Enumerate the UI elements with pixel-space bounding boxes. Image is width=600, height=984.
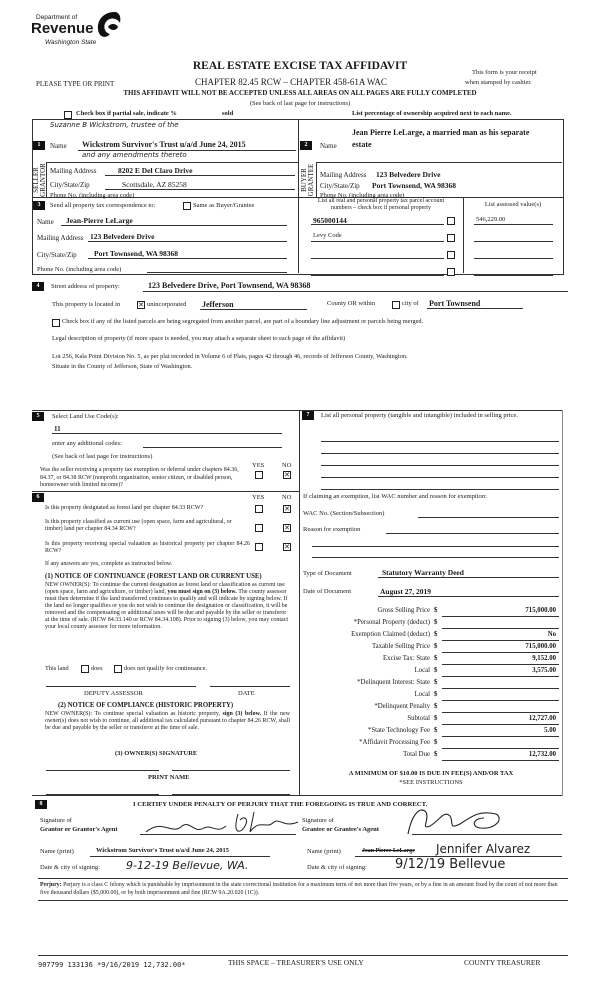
does-checkbox[interactable]	[81, 665, 89, 673]
divider	[46, 163, 47, 197]
notice1-title: (1) NOTICE OF CONTINUANCE (FOREST LAND OR CURRENT USE)	[45, 573, 262, 580]
owner-signature-label: (3) OWNER(S) SIGNATURE	[115, 750, 198, 757]
seller-name-label: Name	[50, 142, 67, 150]
currency-sign: $	[434, 643, 438, 650]
perjury-statement	[40, 881, 566, 897]
reason-line[interactable]	[312, 557, 559, 558]
logo-line1: Department of	[36, 14, 78, 21]
fee-value-field[interactable]: 12,732.00	[528, 751, 556, 758]
county-or-label: County OR within	[327, 300, 376, 307]
doc-type-field[interactable]: Statutory Warranty Deed	[382, 568, 464, 577]
please-type: PLEASE TYPE OR PRINT	[36, 80, 115, 88]
currency-sign: $	[434, 607, 438, 614]
chapter-line: CHAPTER 82.45 RCW – CHAPTER 458-61A WAC	[195, 77, 387, 87]
assessed-value-field[interactable]: 546,229.00	[476, 216, 506, 223]
personal-property-checkbox[interactable]	[447, 217, 455, 225]
divider	[38, 955, 568, 956]
currency-sign: $	[434, 703, 438, 710]
seller-phone-label: Phone No. (including area code)	[50, 192, 135, 199]
parcel-header-1: List all real and personal property tax parcel account	[317, 198, 445, 204]
line	[200, 309, 307, 310]
line	[442, 736, 559, 737]
assessor-date-line[interactable]	[210, 686, 290, 687]
divider	[38, 900, 568, 901]
currency-sign: $	[434, 727, 438, 734]
line	[143, 291, 568, 292]
side-label-2: GRANTOR	[39, 163, 47, 197]
yes-header: YES	[252, 462, 265, 469]
notice1-text-b: The county assessor must then determine if the land transferred continues to qualify and will indicate by signing below. If the land no longer qualifies or you do not wish to continue the designation or classification, it will be removed and the compensating or additional taxes will be due and payable by the seller or transferor at the time of sale. (RCW 84.33.140 or RCW 84.34.108). Prior to signing (3) below, you may contact your local county assessor for more information.	[45, 589, 289, 630]
reason-label: Reason for exemption	[303, 526, 361, 533]
notice1-text-a: NEW OWNER(S): To continue the current designation as forest land or classification as current use (open space, farm and agriculture, or timber) land,	[45, 582, 285, 595]
receipt-note-2: when stamped by cashier.	[465, 79, 532, 86]
city-of-label: city of	[402, 300, 419, 307]
warning: THIS AFFIDAVIT WILL NOT BE ACCEPTED UNLESS ALL AREAS ON ALL PAGES ARE FULLY COMPLETED	[123, 89, 477, 97]
if-yes-note: If any answers are yes, complete as instructed below.	[45, 561, 173, 567]
fee-value-field[interactable]: No	[547, 631, 556, 638]
s3-phone-field[interactable]	[147, 272, 287, 273]
levy-code-label: Levy Code	[313, 232, 342, 239]
fee-label: *State Technology Fee	[367, 727, 430, 734]
section-5-number: 5	[32, 412, 44, 421]
s3-mailing-field[interactable]: 123 Belvedere Drive	[90, 232, 155, 241]
deputy-assessor-signature-line[interactable]	[46, 686, 196, 687]
line	[427, 308, 523, 309]
grantee-name-handwritten[interactable]: Jennifer Alvarez	[436, 842, 531, 856]
line	[442, 724, 559, 725]
currency-sign: $	[434, 739, 438, 746]
fee-value-field[interactable]: 715,000.00	[525, 607, 556, 614]
buyer-city-field[interactable]: Port Townsend, WA 98368	[372, 181, 457, 190]
grantor-sig-label-1: Signature of	[40, 817, 72, 824]
notice1-text	[45, 582, 290, 631]
parcel-number-field[interactable]: 965000144	[313, 216, 347, 225]
line	[442, 628, 559, 629]
seller-city-field[interactable]: Scottsdale, AZ 85258	[122, 180, 187, 189]
divider	[298, 197, 299, 273]
same-as-buyer-label: Same as Buyer/Grantee	[193, 202, 255, 209]
s3-phone-label: Phone No. (including area code)	[37, 266, 122, 273]
fee-label: Total Due	[403, 751, 430, 758]
line	[442, 712, 559, 713]
notice2-text-b: If the new owner(s) does not wish to continue, all additional tax calculated pursuant to chapter 84.26 RCW, shall be due and payable by the seller or transferor at the time of sale.	[45, 711, 291, 731]
seller-city-label: City/State/Zip	[50, 181, 90, 189]
personal-property-label: List all personal property (tangible and intangible) included in selling price.	[321, 412, 518, 419]
grantor-date-city-label: Date & city of signing:	[40, 864, 100, 871]
grantee-sig-label-2: Grantee or Grantee's Agent	[302, 826, 379, 833]
section-4-number: 4	[32, 282, 44, 291]
currency-sign: $	[434, 619, 438, 626]
buyer-mailing-field[interactable]: 123 Belvedere Drive	[376, 170, 441, 179]
grantee-date-city-label: Date & city of signing:	[307, 864, 367, 871]
forest-land-question: Is this property designated as forest land per chapter 84.33 RCW?	[45, 505, 204, 511]
buyer-name-line1[interactable]: Jean Pierre LeLarge, a married man as his separate	[352, 128, 530, 137]
divider	[463, 197, 464, 273]
line	[88, 241, 287, 242]
logo-line3: Washington State	[45, 39, 97, 46]
fee-label: Local	[414, 667, 430, 674]
assessed-header: List assessed value(s)	[484, 201, 542, 208]
segregated-checkbox[interactable]	[52, 319, 60, 327]
doc-type-label: Type of Document	[303, 570, 352, 577]
personal-property-checkbox[interactable]	[447, 268, 455, 276]
fee-label: Local	[414, 691, 430, 698]
grantor-date-city-field[interactable]: 9-12-19 Bellevue, WA.	[126, 859, 249, 872]
legal-description-1[interactable]: Lot 256, Kala Point Division No. 5, as per plat recorded in Volume 6 of Plats, pages 42 through 46, records of Jefferson County, Washington.	[52, 353, 408, 360]
historic-no-checkbox[interactable]: ✕	[284, 543, 290, 551]
buyer-side-label	[301, 163, 315, 197]
line	[140, 834, 296, 835]
fee-value-field[interactable]: 5.00	[544, 727, 556, 734]
seller-mailing-field[interactable]: 8202 E Del Claro Drive	[118, 166, 193, 175]
buyer-mailing-label: Mailing Address	[320, 171, 367, 179]
line	[105, 189, 295, 190]
personal-property-line[interactable]	[321, 489, 559, 490]
currency-sign: $	[434, 679, 438, 686]
partial-sale-label: Check box if partial sale, indicate %	[76, 110, 177, 117]
s3-name-field[interactable]: Jean-Pierre LeLarge	[66, 216, 133, 225]
currency-sign: $	[434, 667, 438, 674]
divider	[298, 119, 299, 198]
forest-yes-checkbox[interactable]	[255, 505, 263, 513]
line	[474, 275, 553, 276]
personal-property-line[interactable]	[321, 465, 559, 466]
section-8-number: 8	[35, 800, 47, 809]
treasurer-stamp: 907799 133136 *9/16/2019 12,732.00*	[38, 961, 186, 969]
divider	[562, 410, 563, 796]
notice2-text	[45, 711, 290, 732]
historic-question: Is this property receiving special valuation as historical property per chapter 84.26 RCW?	[45, 541, 250, 554]
minimum-due-note: A MINIMUM OF $10.00 IS DUE IN FEE(S) AND/OR TAX	[348, 770, 514, 777]
s3-city-field[interactable]: Port Townsend, WA 98368	[94, 249, 179, 258]
side-label-2: GRANTEE	[307, 163, 315, 197]
buyer-name-line2[interactable]: estate	[352, 140, 372, 149]
line	[474, 224, 553, 225]
divider	[316, 163, 317, 197]
seller-side-label	[33, 163, 47, 197]
line	[311, 275, 444, 276]
fee-label: Excise Tax: State	[383, 655, 430, 662]
exemption-yes-checkbox[interactable]	[255, 471, 263, 479]
line	[442, 760, 559, 761]
partial-sale-sold: sold	[222, 110, 234, 117]
section-3-number: 3	[33, 201, 45, 210]
segregated-label: Check box if any of the listed parcels are being segregated from another parcel, are part of a boundary line adjustment or parcels being merged.	[62, 318, 424, 325]
forest-no-checkbox[interactable]: ✕	[284, 505, 290, 513]
current-use-question: Is this property classified as current use (open space, farm and agricultural, or timber) land per chapter 84.34 RCW?	[45, 519, 232, 532]
line	[442, 688, 559, 689]
logo-line2: Revenue	[31, 20, 94, 37]
partial-sale-checkbox[interactable]	[64, 111, 72, 119]
see-back-note: (See back of last page for instructions)	[52, 453, 153, 460]
does-not-label: does not qualify for continuance.	[124, 665, 208, 672]
treasurer-use-label: THIS SPACE – TREASURER'S USE ONLY	[228, 958, 364, 967]
line	[378, 577, 559, 578]
fee-label: Subtotal	[407, 715, 430, 722]
owner-signature-line[interactable]	[172, 770, 290, 771]
line	[442, 652, 559, 653]
line	[378, 596, 559, 597]
city-checkbox[interactable]	[392, 301, 400, 309]
see-instructions-note: *SEE INSTRUCTIONS	[399, 779, 463, 786]
line	[442, 700, 559, 701]
divider	[32, 795, 562, 796]
county-field[interactable]: Jefferson	[202, 300, 234, 309]
personal-property-line[interactable]	[321, 453, 559, 454]
exemption-no-checkbox[interactable]: ✕	[284, 471, 290, 479]
seller-name-handwritten-2: and any amendments thereto	[82, 151, 187, 159]
currency-sign: $	[434, 715, 438, 722]
reason-field[interactable]	[386, 533, 559, 534]
fee-value-field[interactable]: 12,727.00	[528, 715, 556, 722]
no-header: NO	[282, 494, 292, 501]
line	[442, 616, 559, 617]
seller-name-field[interactable]: Wickstrom Survivor's Trust u/a/d June 24, 2015	[82, 140, 246, 149]
line	[311, 224, 444, 225]
buyer-name-label: Name	[320, 142, 337, 150]
wac-label: WAC No. (Section/Subsection)	[303, 510, 385, 517]
perjury-label: Perjury:	[40, 882, 62, 888]
parcel-header-2: numbers – check box if personal property	[331, 205, 431, 211]
instructions-note: (See back of last page for instructions)	[249, 100, 351, 107]
fee-label: Exemption Claimed (deduct)	[351, 631, 430, 638]
yes-header: YES	[252, 494, 265, 501]
grantor-name-print-field[interactable]: Wickstrom Survivor's Trust u/a/d June 24, 2015	[96, 847, 229, 854]
fee-label: *Delinquent Penalty	[374, 703, 430, 710]
send-correspondence-label: Send all property tax correspondence to:	[50, 202, 156, 209]
legal-description-2[interactable]: Situate in the County of Jefferson, State of Washington.	[52, 363, 193, 370]
seller-mailing-label: Mailing Address	[50, 167, 97, 175]
line	[52, 433, 282, 434]
line	[442, 664, 559, 665]
grantee-name-print-label: Name (print)	[307, 848, 341, 855]
land-use-label: Select Land Use Code(s):	[52, 413, 119, 420]
certify-statement: I CERTIFY UNDER PENALTY OF PERJURY THAT THE FOREGOING IS TRUE AND CORRECT.	[133, 801, 428, 808]
does-label: does	[91, 665, 103, 672]
unincorporated-label: unincorporated	[147, 301, 187, 308]
personal-property-checkbox[interactable]	[447, 234, 455, 242]
print-name-line[interactable]	[46, 794, 159, 795]
doc-date-label: Date of Document	[303, 588, 352, 595]
does-not-checkbox[interactable]	[114, 665, 122, 673]
line	[311, 241, 444, 242]
side-label-1: SELLER	[32, 167, 40, 193]
street-label: Street address of property:	[51, 283, 120, 290]
grantee-date-city-field[interactable]: 9/12/19 Bellevue	[395, 857, 506, 872]
exemption-question: Was the seller receiving a property tax exemption or deferral under chapters 84.36, 84.37, or 84.38 RCW (nonprofit organization, senior citizen, or disabled person, homeowner with limited income)?	[40, 467, 239, 488]
fee-label: Gross Selling Price	[377, 607, 430, 614]
perjury-text: Perjury is a class C felony which is punishable by imprisonment in the state correctional institution for a maximum term of not more than five years, or by a fine in an amount fixed by the court of not more than five thousand dollars ($5,000.00), or by both imprisonment and fine (RCW 9A.20.020 (1C)).	[40, 882, 558, 896]
line	[90, 856, 270, 857]
print-name-label: PRINT NAME	[148, 774, 190, 781]
currency-sign: $	[434, 751, 438, 758]
personal-property-checkbox[interactable]	[447, 251, 455, 259]
currency-sign: $	[434, 655, 438, 662]
line	[105, 175, 295, 176]
current-use-no-checkbox[interactable]: ✕	[284, 524, 290, 532]
fee-label: *Personal Property (deduct)	[353, 619, 430, 626]
grantor-name-print-label: Name (print)	[40, 848, 74, 855]
receipt-note-1: This form is your receipt	[472, 69, 537, 76]
fee-value-field[interactable]: 3,575.00	[532, 667, 556, 674]
ownership-note: List percentage of ownership acquired next to each name.	[352, 110, 512, 117]
line	[311, 258, 444, 259]
additional-codes-field[interactable]	[143, 447, 282, 448]
date-label: DATE	[238, 690, 255, 697]
form-title: REAL ESTATE EXCISE TAX AFFIDAVIT	[192, 60, 408, 72]
section-1-number: 1	[33, 141, 45, 150]
fee-label: Taxable Selling Price	[371, 643, 430, 650]
side-label-1: BUYER	[300, 168, 308, 192]
section-7-number: 7	[302, 411, 314, 420]
personal-property-line[interactable]	[321, 441, 559, 442]
city-field[interactable]: Port Townsend	[429, 299, 481, 308]
fee-value-field[interactable]: 9,152.00	[532, 655, 556, 662]
reason-line[interactable]	[312, 546, 559, 547]
buyer-phone-label: Phone No. (including area code)	[320, 192, 405, 199]
line	[412, 834, 562, 835]
currency-sign: $	[434, 691, 438, 698]
line	[442, 748, 559, 749]
currency-sign: $	[434, 631, 438, 638]
grantee-signature[interactable]	[400, 804, 510, 838]
grantee-name-struck[interactable]: Jean Pierre LeLarge	[362, 848, 415, 854]
line	[442, 676, 559, 677]
this-land-label: This land	[45, 665, 69, 672]
s3-city-label: City/State/Zip	[37, 251, 77, 259]
same-as-buyer-checkbox[interactable]	[183, 202, 191, 210]
fee-label: *Affidavit Processing Fee	[359, 739, 430, 746]
wac-field[interactable]	[418, 517, 559, 518]
unincorporated-checkbox[interactable]: ✕	[138, 301, 144, 309]
fee-value-field[interactable]: 715,000.00	[525, 643, 556, 650]
grantee-sig-label-1: Signature of	[302, 817, 334, 824]
line	[61, 225, 287, 226]
seller-name-handwritten-1: Suzanne B Wickstrom, trustee of the	[50, 121, 179, 129]
county-treasurer-label: COUNTY TREASURER	[464, 958, 541, 967]
owner-signature-line[interactable]	[46, 770, 159, 771]
line	[474, 241, 553, 242]
notice1-text-bold: you must sign on (3) below.	[167, 589, 237, 595]
deputy-assessor-label: DEPUTY ASSESSOR	[84, 690, 143, 697]
land-use-field[interactable]: 11	[54, 425, 61, 433]
section-2-number: 2	[300, 141, 312, 150]
line	[316, 162, 562, 163]
doc-date-field[interactable]: August 27, 2019	[380, 587, 432, 596]
buyer-city-label: City/State/Zip	[320, 182, 360, 190]
grantor-sig-label-2: Grantor or Grantor's Agent	[40, 826, 118, 833]
historic-yes-checkbox[interactable]	[255, 543, 263, 551]
s3-name-label: Name	[37, 218, 54, 226]
notice2-text-a: NEW OWNER(S): To continue special valuation as historic property,	[45, 711, 220, 717]
line	[442, 640, 559, 641]
notice2-title: (2) NOTICE OF COMPLIANCE (HISTORIC PROPERTY)	[58, 702, 234, 709]
located-label: This property is located in	[52, 301, 121, 308]
line	[46, 162, 298, 163]
line	[474, 258, 553, 259]
street-field[interactable]: 123 Belvedere Drive, Port Townsend, WA 98368	[148, 281, 311, 290]
s3-mailing-label: Mailing Address	[37, 234, 84, 242]
print-name-line[interactable]	[172, 794, 290, 795]
logo-swirl-icon	[94, 9, 122, 39]
claiming-exemption-label: If claiming an exemption, list WAC number and reason for exemption:	[303, 493, 487, 500]
fee-label: *Delinquent Interest: State	[357, 679, 430, 686]
divider	[38, 878, 568, 879]
divider	[32, 491, 299, 492]
personal-property-line[interactable]	[321, 477, 559, 478]
no-header: NO	[282, 462, 292, 469]
current-use-yes-checkbox[interactable]	[255, 524, 263, 532]
notice2-text-bold: sign (3) below.	[222, 711, 262, 717]
additional-codes-label: enter any additional codes:	[52, 440, 122, 447]
line	[88, 258, 287, 259]
section-6-number: 6	[32, 493, 44, 502]
legal-description-label: Legal description of property (if more space is needed, you may attach a separate sheet to each page of the affidavit)	[52, 335, 346, 342]
